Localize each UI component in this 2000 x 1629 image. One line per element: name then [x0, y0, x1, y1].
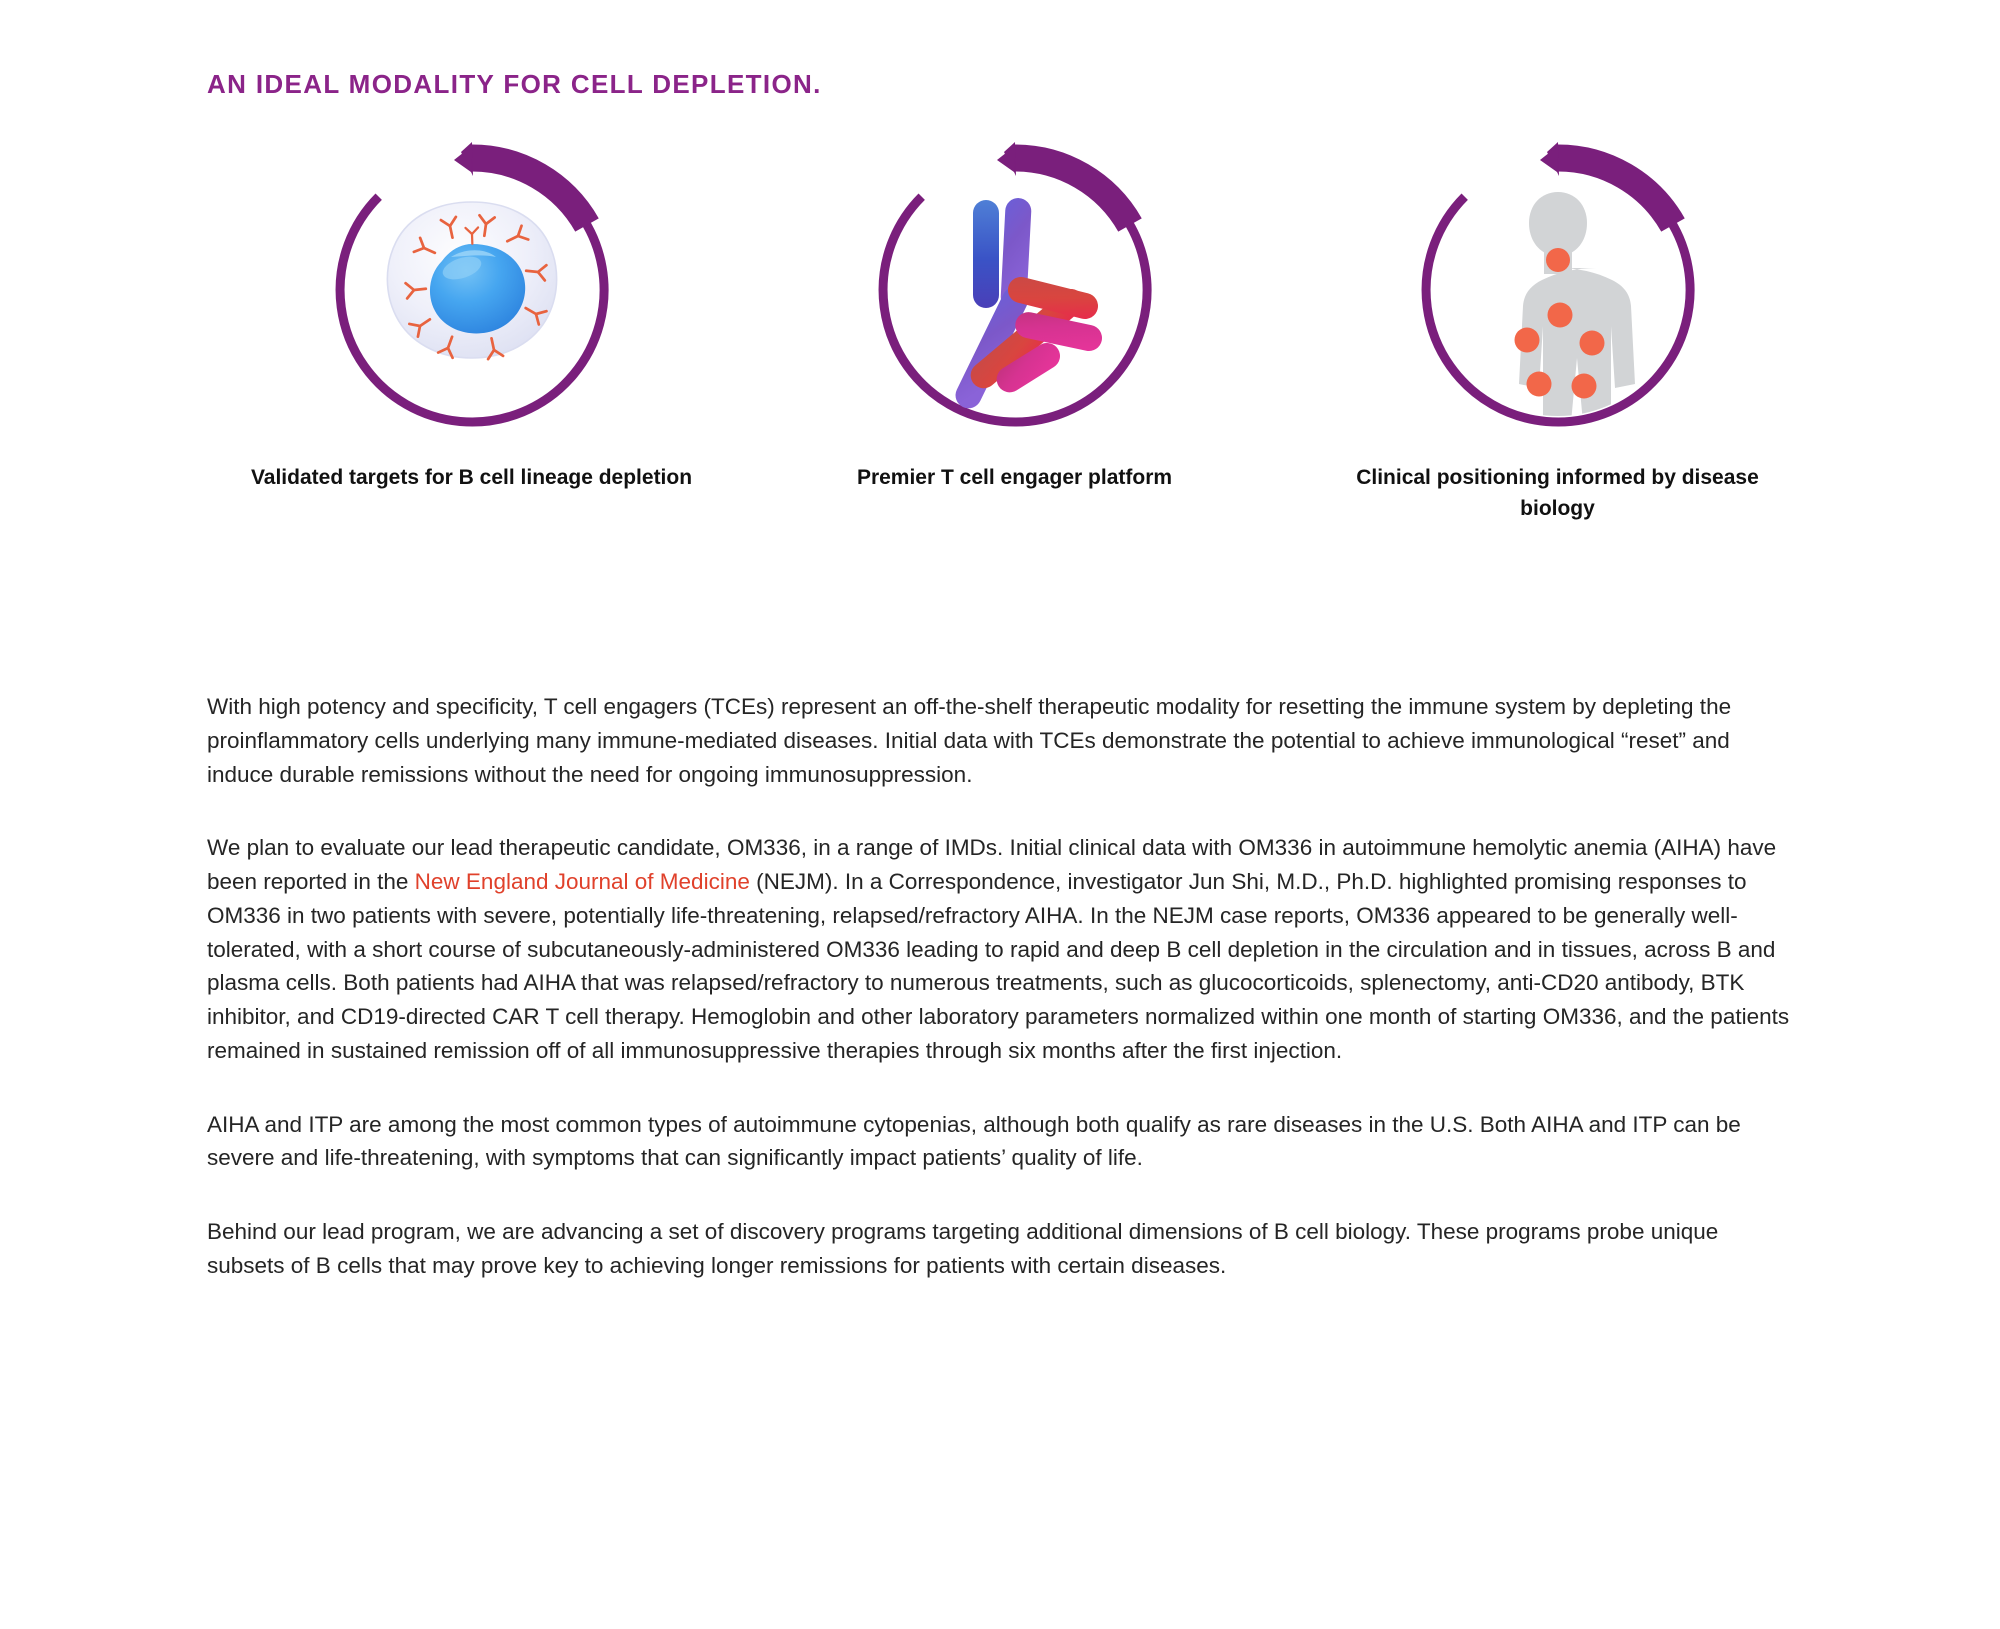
antibody-arms [951, 197, 1104, 412]
paragraph-4: Behind our lead program, we are advancing a set of discovery programs targeting additional dimensions of B cell biology. These programs probe unique subsets of B cells that may prove key to achieving longer remissions for patients with certain diseases. [207, 1219, 1719, 1278]
b-cell-icon [322, 140, 622, 440]
body-copy [207, 690, 1799, 1283]
feature-caption: Clinical positioning informed by disease biology [1356, 466, 1759, 521]
feature-caption: Premier T cell engager platform [856, 466, 1173, 489]
paragraph-1: With high potency and specificity, T cell engagers (TCEs) represent an off-the-shelf therapeutic modality for resetting the immune system by depleting the proinflammatory cells underlying many immune-mediated diseases. Initial data with TCEs demonstrate the potential to achieve immunological “reset” and induce durable remissions without the need for ongoing immunosuppression. [207, 694, 1732, 787]
feature-card-antibody [743, 140, 1286, 524]
paragraph-2: We plan to evaluate our lead therapeutic candidate, OM336, in a range of IMDs. Initial clinical data with OM336 in autoimmune hemolytic anemia (AIHA) have been reported in the New England Journal of Medicine (NEJM). In a Correspondence, investigator Jun Shi, M.D., Ph.D. highlighted promising responses to OM336 in two patients with severe, potentially life-threatening, relapsed/refractory AIHA. In the NEJM case reports, OM336 appeared to be generally well-tolerated, with a short course of subcutaneously-administered OM336 leading to rapid and deep B cell depletion in the circulation and in tissues, across B and plasma cells. Both patients had AIHA that was relapsed/refractory to numerous treatments, such as glucocorticoids, splenectomy, anti-CD20 antibody, BTK inhibitor, and CD19-directed CAR T cell therapy. Hemoglobin and other laboratory parameters normalized within one month of starting OM336, and the patients remained in sustained remission off of all immunosuppressive therapies through six months after the first injection. [207, 835, 1790, 1063]
feature-card-b-cell [200, 140, 743, 524]
paragraph-3: AIHA and ITP are among the most common types of autoimmune cytopenias, although both qualify as rare diseases in the U.S. Both AIHA and ITP can be severe and life-threatening, with symptoms that can significantly impact patients’ quality of life. [207, 1111, 1741, 1171]
antibody-icon [865, 140, 1165, 440]
nejm-link[interactable]: New England Journal of Medicine [414, 869, 750, 894]
feature-card-patient [1286, 140, 1829, 524]
patient-body-icon [1408, 140, 1708, 440]
page-title: AN IDEAL MODALITY FOR CELL DEPLETION. [207, 69, 822, 100]
feature-icon-row [200, 140, 1830, 524]
feature-caption: Validated targets for B cell lineage depletion [250, 466, 693, 489]
